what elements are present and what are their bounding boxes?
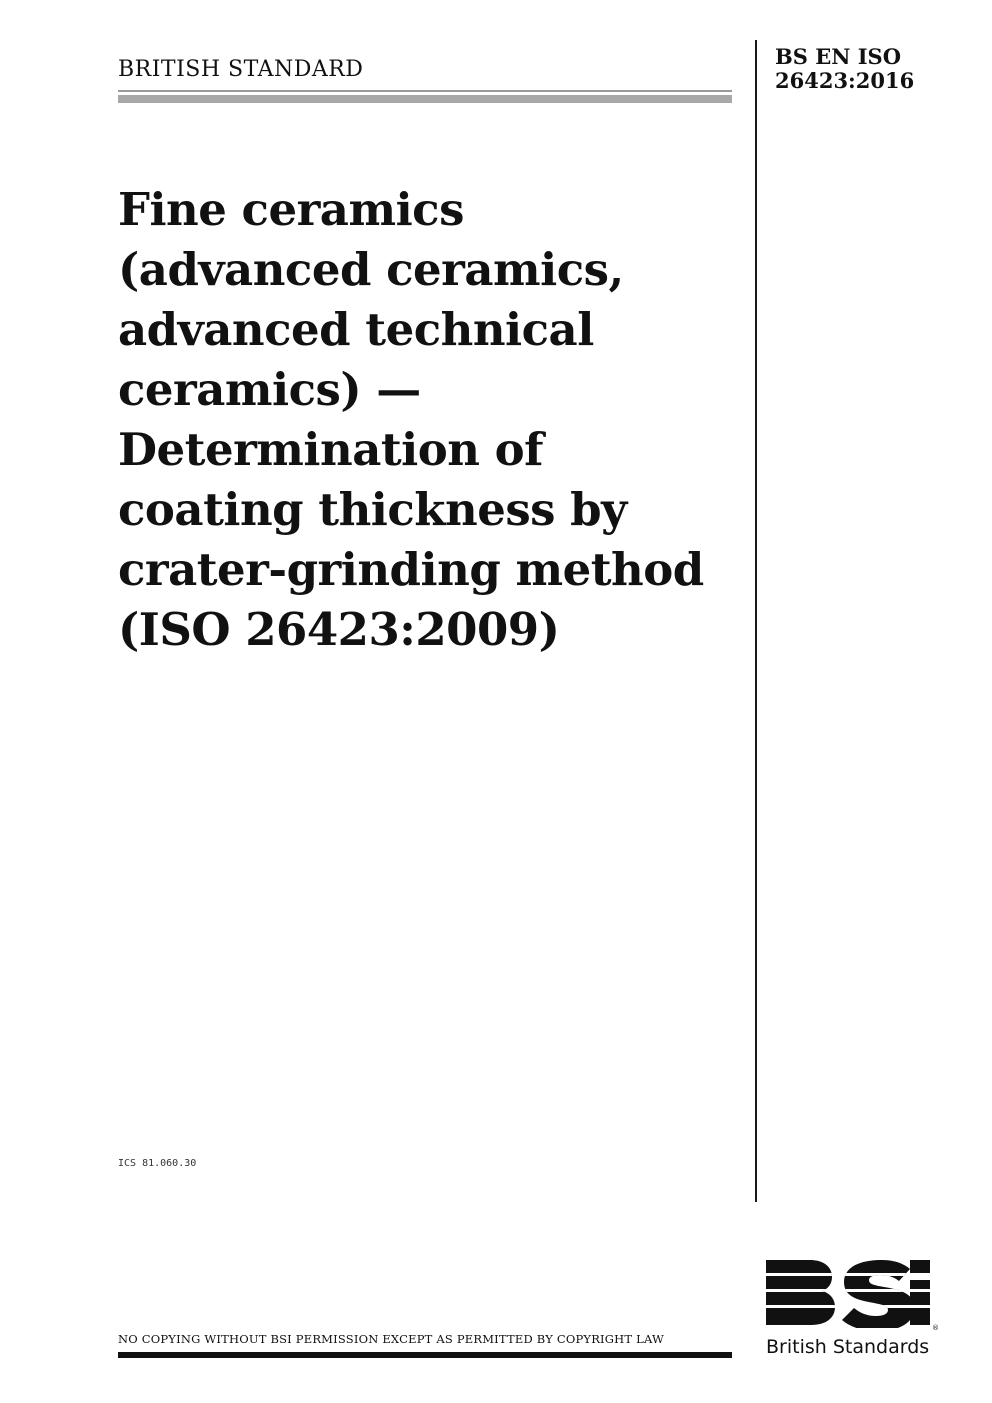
title-line: Fine ceramics	[118, 183, 464, 236]
title-line: advanced technical	[118, 303, 594, 356]
title-line: (advanced ceramics,	[118, 243, 624, 296]
title-line: ceramics) —	[118, 363, 421, 416]
header-rule-thin	[118, 90, 732, 92]
bsi-logo-caption: British Standards	[766, 1336, 930, 1358]
copyright-notice: NO COPYING WITHOUT BSI PERMISSION EXCEPT AS PERMITTED BY COPYRIGHT LAW	[118, 1332, 665, 1346]
vertical-divider	[755, 40, 757, 1202]
standard-number-line-2: 26423:2016	[775, 68, 915, 93]
title-line: (ISO 26423:2009)	[118, 603, 560, 656]
document-type-label: BRITISH STANDARD	[118, 57, 364, 82]
svg-text:®: ®	[932, 1324, 939, 1332]
document-title	[118, 180, 748, 660]
standard-number	[775, 45, 914, 93]
footer-rule	[118, 1352, 732, 1358]
ics-code: ICS 81.060.30	[118, 1158, 197, 1169]
title-line: Determination of	[118, 423, 544, 476]
title-line: coating thickness by	[118, 483, 627, 536]
header-rule-thick	[118, 95, 732, 103]
standard-number-line-1: BS EN ISO	[775, 44, 902, 69]
title-line: crater-grinding method	[118, 543, 704, 596]
